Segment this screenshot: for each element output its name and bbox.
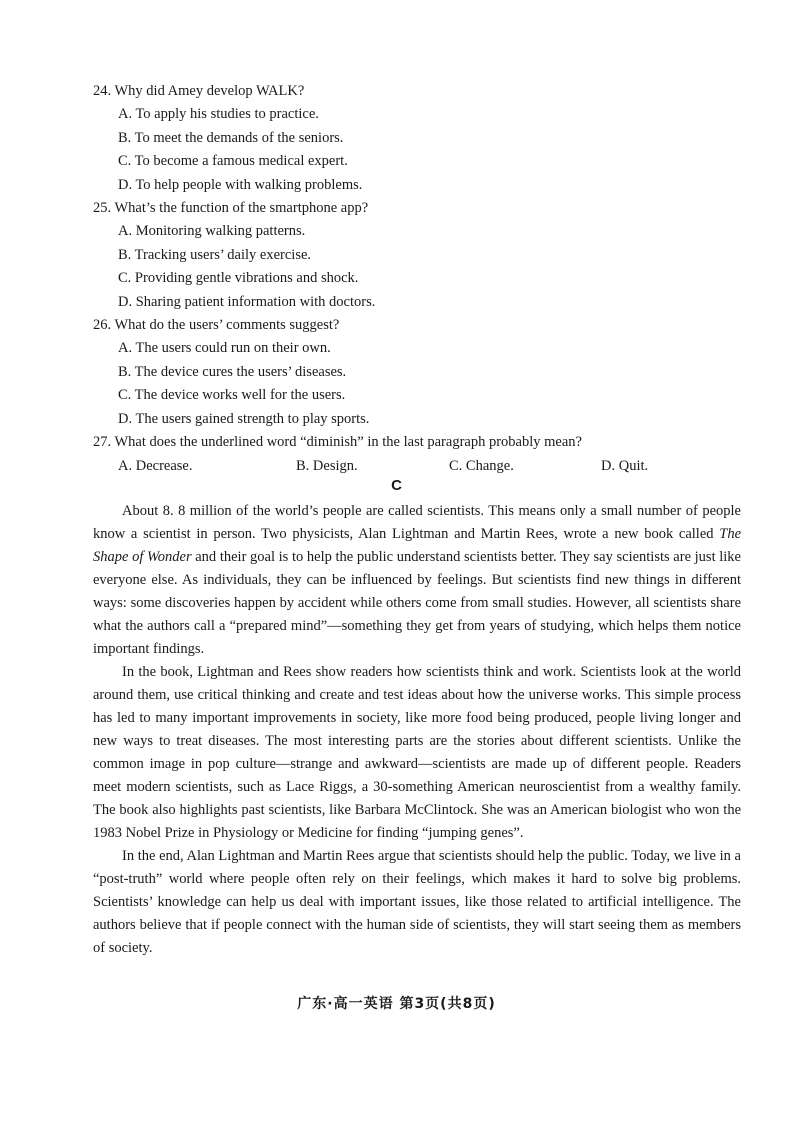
option-d: D. The users gained strength to play sports. — [118, 410, 370, 427]
option-b: B. Design. — [296, 457, 358, 474]
option-d: D. To help people with walking problems. — [118, 176, 363, 193]
option-row — [93, 455, 753, 478]
paragraph-text: About 8. 8 million of the world’s people are called scientists. This means only a small number of people know a scientist in person. Two physicists, Alan Lightman and Martin Rees, wrote a new book called — [93, 503, 741, 542]
question-stem: 27. What does the underlined word “diminish” in the last paragraph probably mean? — [93, 434, 582, 451]
option-d: D. Quit. — [601, 457, 649, 474]
option-d: D. Sharing patient information with doctors. — [118, 293, 376, 310]
option-b: B. The device cures the users’ diseases. — [118, 363, 347, 380]
option-a: A. Monitoring walking patterns. — [118, 223, 306, 240]
paragraph-3: In the end, Alan Lightman and Martin Rees argue that scientists should help the public. Today, we live in a “post-truth” world where people often rely on their feelings, which makes it hard to solve big problems. Scientists’ knowledge can help us deal with important issues, like those related to artificial intelligence. The authors believe that if people connect with the human side of scientists, they will start seeing them as members of society. — [93, 848, 741, 956]
option-a: A. To apply his studies to practice. — [118, 106, 319, 123]
question-24 — [93, 80, 753, 197]
paragraph-1 — [93, 500, 741, 661]
reading-passage — [93, 500, 741, 960]
option-a: A. The users could run on their own. — [118, 340, 331, 357]
question-list — [93, 80, 753, 478]
question-stem: 24. Why did Amey develop WALK? — [93, 83, 305, 99]
question-25 — [93, 197, 753, 314]
question-stem: 25. What’s the function of the smartphone app? — [93, 200, 369, 217]
option-c: C. Providing gentle vibrations and shock. — [118, 270, 359, 287]
option-c: C. Change. — [449, 457, 514, 474]
question-27 — [93, 431, 753, 478]
option-c: C. To become a famous medical expert. — [118, 153, 348, 170]
section-heading: C — [391, 477, 402, 494]
question-26 — [93, 314, 753, 431]
option-a: A. Decrease. — [118, 457, 193, 474]
book-title: The Shape of Wonder — [93, 526, 741, 565]
question-stem: 26. What do the users’ comments suggest? — [93, 317, 340, 334]
paragraph-2: In the book, Lightman and Rees show readers how scientists think and work. Scientists look at the world around them, use critical thinking and create and test ideas about how the universe works. This simple process has led to many important improvements in society, like more food being produced, people living longer and new ways to treat diseases. The most interesting parts are the stories about different scientists. Unlike the common image in pop culture—strange and awkward—scientists are made up of different people. Readers meet modern scientists, such as Lace Riggs, a 30-something American neuroscientist from a wealthy family. The book also highlights past scientists, like Barbara McClintock. She was an American biologist who won the 1983 Nobel Prize in Physiology or Medicine for finding “jumping genes”. — [93, 664, 741, 841]
paragraph-text: and their goal is to help the public understand scientists better. They say scientists are just like everyone else. As individuals, they can be influenced by feelings. But scientists find new things in different ways: some discoveries happen by accident while others come from small studies. However, all scientists share what the authors call a “prepared mind”—something they get from years of studying, which helps them notice important findings. — [93, 549, 741, 657]
page-footer: 广东·高一英语 第3页(共8页) — [297, 996, 496, 1012]
option-c: C. The device works well for the users. — [118, 387, 346, 404]
option-b: B. Tracking users’ daily exercise. — [118, 246, 312, 263]
option-b: B. To meet the demands of the seniors. — [118, 129, 344, 146]
